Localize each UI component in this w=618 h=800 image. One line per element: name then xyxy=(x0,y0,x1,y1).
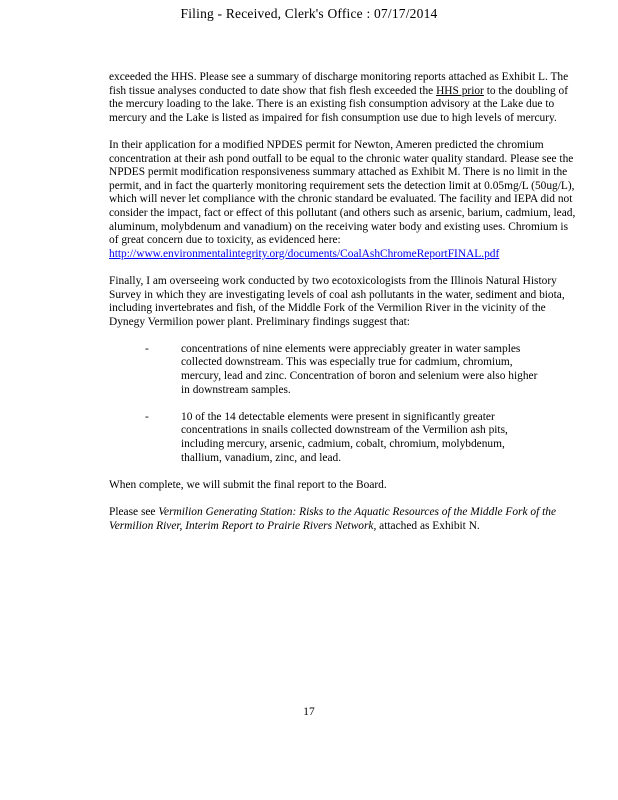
paragraph-final-report: When complete, we will submit the final report to the Board. xyxy=(109,478,387,491)
paragraph-fish-tissue-text-a: exceeded the HHS. Please see a summary of discharge monitoring reports attached as Exhibit L. The fish tissue analyses conducted to date show that fish flesh exceeded the xyxy=(109,71,569,97)
findings-list xyxy=(109,343,579,465)
page-number: 17 xyxy=(303,706,315,718)
document-body xyxy=(109,71,579,547)
hhs-prior-underlined: HHS prior xyxy=(436,84,484,97)
finding-item xyxy=(109,411,541,465)
paragraph-ecotoxicology-study: Finally, I am overseeing work conducted by two ecotoxicologists from the Illinois Natural History Survey in which they are investigating levels of coal ash pollutants in the water, sediment and biota, including invertebrates and fish, of the Middle Fork of the Vermilion River in the vicinity of the Dynegy Vermilion power plant. Preliminary findings suggest that: xyxy=(109,274,565,328)
paragraph-exhibit-n-text-a: Please see xyxy=(109,506,159,518)
paragraph-exhibit-n-text-b: attached as Exhibit N. xyxy=(376,519,480,532)
dash-marker: - xyxy=(145,342,149,355)
paragraph-chromium-text: In their application for a modified NPDES permit for Newton, Ameren predicted the chromium concentration at their ash pond outfall to be equal to the chronic water quality standard. Please see the NPDES permit modification responsiveness summary attached as Exhibit M. There is no limit in the permit, and in fact the quarterly monitoring requirement sets the detection limit at 0.05mg/L (50ug/L), which will never let compliance with the chronic standard be evaluated. The facility and IEPA did not consider the impact, fact or effect of this pollutant (and others such as arsenic, barium, cadmium, lead, aluminum, molybdenum and vanadium) on the receiving water body and existing uses. Chromium is of great concern due to toxicity, as evidenced here: xyxy=(109,138,576,247)
report-title-italic: Vermilion Generating Station: Risks to the Aquatic Resources of the Middle Fork of the Vermilion River, Interim Report to Prairie Rivers Network, xyxy=(109,506,556,532)
finding-text: 10 of the 14 detectable elements were present in significantly greater concentrations in snails collected downstream of the Vermilion ash pits, including mercury, arsenic, cadmium, cobalt, chromium, molybdenum, thallium, vanadium, zinc, and lead. xyxy=(181,410,508,464)
paragraph-fish-tissue-text-b: to the doubling of the mercury loading to the lake. There is an existing fish consumption advisory at the Lake due to mercury and the Lake is listed as impaired for fish consumption use due to high levels of mercury. xyxy=(109,84,569,124)
dash-marker: - xyxy=(145,410,149,423)
filing-stamp-header: Filing - Received, Clerk's Office : 07/17/2014 xyxy=(180,6,438,21)
finding-text: concentrations of nine elements were appreciably greater in water samples collected downstream. This was especially true for cadmium, chromium, mercury, lead and zinc. Concentration of boron and selenium were also higher in downstream samples. xyxy=(181,342,538,396)
paragraph-exhibit-n xyxy=(109,506,579,533)
finding-item xyxy=(109,343,541,397)
coal-ash-chrome-report-link[interactable]: http://www.environmentalintegrity.org/documents/CoalAshChromeReportFINAL.pdf xyxy=(109,247,500,260)
paragraph-chromium xyxy=(109,139,579,261)
paragraph-fish-tissue xyxy=(109,71,579,125)
